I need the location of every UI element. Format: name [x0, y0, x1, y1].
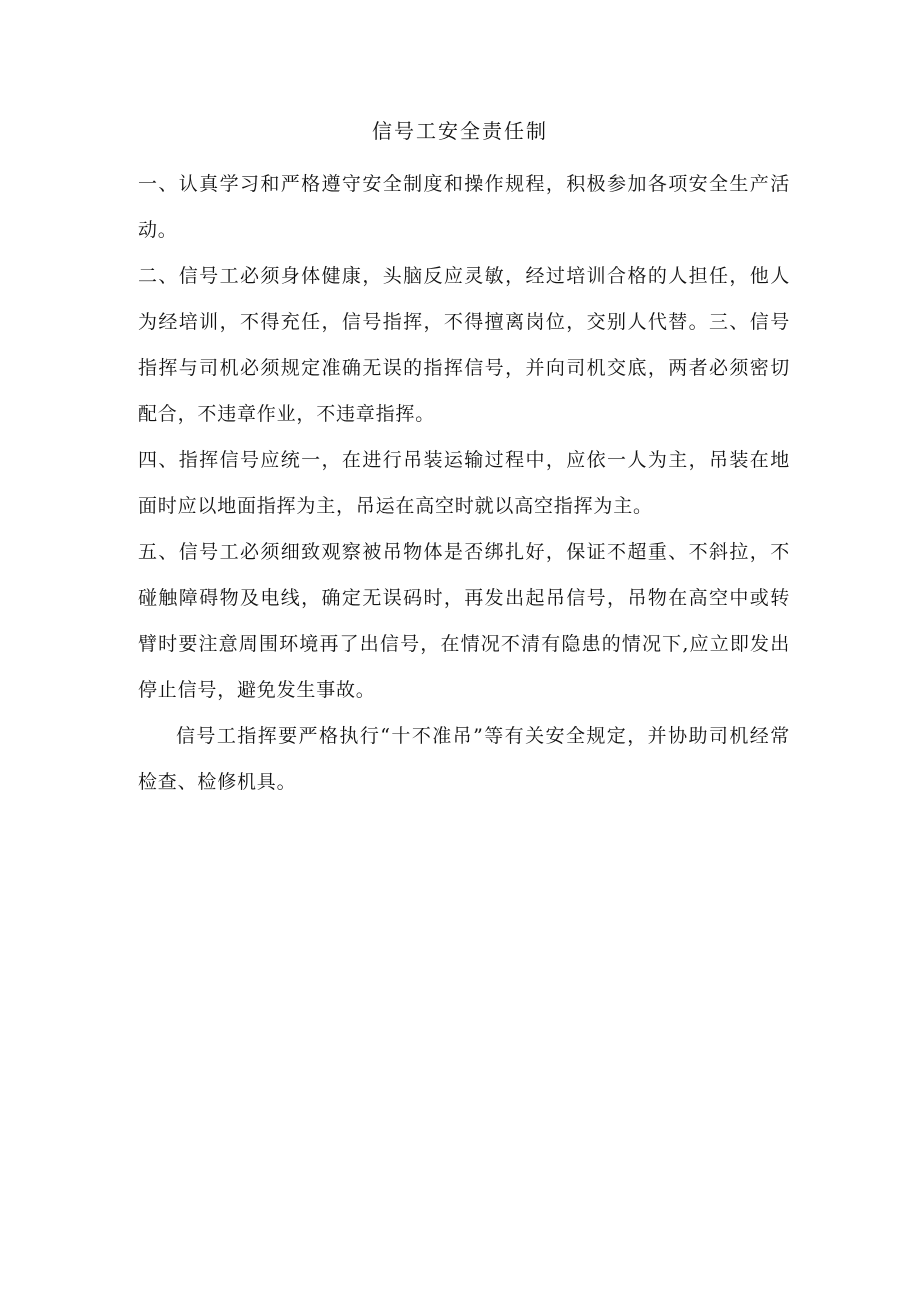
- document-body: [138, 161, 790, 805]
- document-title: 信号工安全责任制: [372, 119, 548, 143]
- paragraph-3: 四、指挥信号应统一，在进行吊装运输过程中，应依一人为主，吊装在地面时应以地面指挥为主，吊运在高空时就以高空指挥为主。: [138, 449, 790, 517]
- paragraph-1: 一、认真学习和严格遵守安全制度和操作规程，积极参加各项安全生产活动。: [138, 173, 790, 241]
- paragraph-5: 信号工指挥要严格执行“十不准吊”等有关安全规定，并协助司机经常检查、检修机具。: [138, 725, 790, 793]
- paragraph-2: 二、信号工必须身体健康，头脑反应灵敏，经过培训合格的人担任，他人为经培训，不得充任，信号指挥，不得擅离岗位，交别人代替。三、信号指挥与司机必须规定准确无误的指挥信号，并向司机交底，两者必须密切配合，不违章作业，不违章指挥。: [138, 265, 790, 425]
- paragraph-4: 五、信号工必须细致观察被吊物体是否绑扎好，保证不超重、不斜拉，不碰触障碍物及电线，确定无误码时，再发出起吊信号，吊物在高空中或转臂时要注意周围环境再了出信号，在情况不清有隐患的情况下,应立即发出停止信号，避免发生事故。: [138, 541, 790, 701]
